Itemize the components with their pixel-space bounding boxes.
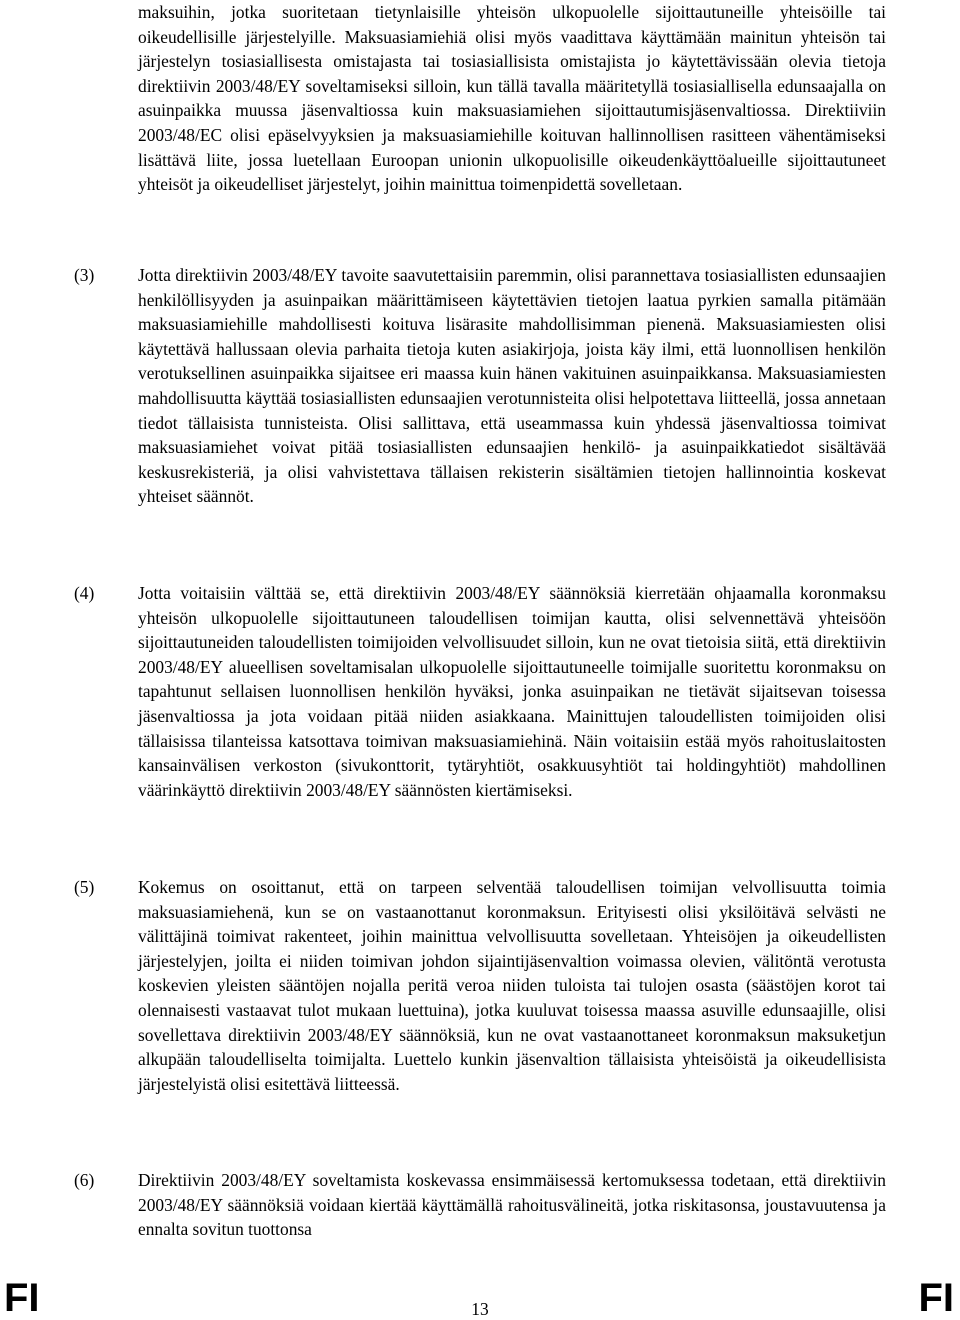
numbered-paragraph-4 [0, 581, 960, 802]
paragraph-text: Jotta direktiivin 2003/48/EY tavoite saavutettaisiin paremmin, olisi parannettava tosiasiallisten edunsaajien henkilöllisyyden ja asuinpaikan määrittämiseen käytettävien tietojen laatua pyrkien samalla pitämään maksuasiamiehille mahdollisesti koituva lisärasite mahdollisimman pienenä. Maksuasiamiesten olisi käytettävä hallussaan olevia parhaita tietoja kuten asiakirjoja, joista käy ilmi, että luonnollisen henkilön verotuksellinen asuinpaikka sijaitsee eri maassa kuin hänen vakituinen asuinpaikkansa. Maksuasiamiesten mahdollisuutta käyttää tosiasiallisten edunsaajien verotunnisteita olisi helpotettava liitteellä, jossa annetaan tiedot tällaisista tunnisteista. Olisi sallittava, että useammassa kuin yhdessä jäsenvaltiossa toimivat maksuasiamiehet voivat pitää tosiasiallisten edunsaajien henkilö- ja asuinpaikkatiedot sisältävää keskusrekisteriä, ja olisi vahvistettava tällaisen rekisterin sisältämien tietojen hallinnointia koskevat yhteiset säännöt. [138, 265, 886, 507]
paragraph-number: (4) [74, 583, 95, 603]
numbered-paragraph-6 [0, 1168, 960, 1242]
numbered-paragraph-5 [0, 875, 960, 1096]
paragraph-intro: maksuihin, jotka suoritetaan tietynlaisille yhteisön ulkopuolelle sijoittautuneille yhteisöille tai oikeudellisille järjestelyille. Maksuasiamiehiä olisi myös vaadittava käyttämään mainitun yhteisön tai järjestelyn tosiasiallisesta omistajasta tai tosiasiallisista omistajista jo käytettävissään olevia tietoja direktiivin 2003/48/EY soveltamiseksi silloin, kun tällä tavalla määritetyllä tosiasiallisella edunsaajalla on asuinpaikka muussa jäsenvaltiossa kuin maksuasiamiehen sijoittautumisjäsenvaltiossa. Direktiiviin 2003/48/EC olisi epäselvyyksien ja maksuasiamiehille koituvan hallinnollisen rasitteen vähentämiseksi lisättävä liite, jossa luetellaan Euroopan unionin ulkopuolisille oikeudenkäyttöalueille sijoittautuneet yhteisöt ja oikeudelliset järjestelyt, joihin mainittua toimenpidettä sovelletaan. [138, 2, 886, 195]
paragraph-number: (5) [74, 877, 95, 897]
paragraph-number: (3) [74, 265, 95, 285]
paragraph-text: Kokemus on osoittanut, että on tarpeen selventää taloudellisen toimijan velvollisuutta toimia maksuasiamiehenä, kun se on vastaanottanut koronmaksun. Erityisesti olisi yksilöitävä selvästi ne välittäjinä toimivat rakenteet, joihin mainittua velvollisuutta sovelletaan. Yhteisöjen ja oikeudellisten järjestelyjen, joilta ei niiden toimivan johdon sijaintijäsenvaltion voimassa olevien, välitöntä verotusta koskevien yleisten sääntöjen nojalla peritä veroa niiden tuloista tai tulojen osasta (säästöjen korot tai olennaisesti vastaavat tulot mukaan luettuina), jotka kuuluvat toisessa maassa asuville edunsaajille, olisi sovellettava direktiivin 2003/48/EY säännöksiä, kun ne ovat vastaanottaneet koronmaksun maksuketjun alkupään taloudelliselta toimijalta. Luettelo kunkin jäsenvaltion tällaisista yhteisöistä ja oikeudellisista järjestelyistä olisi esitettävä liitteessä. [138, 877, 886, 1094]
footer-language-label-left: FI [4, 1276, 40, 1320]
numbered-paragraph-3 [0, 263, 960, 509]
page-number: 13 [471, 1299, 489, 1319]
footer-language-label-right: FI [918, 1276, 954, 1320]
paragraph-number: (6) [74, 1170, 95, 1190]
paragraph-text: Jotta voitaisiin välttää se, että direktiivin 2003/48/EY säännöksiä kierretään ohjaamalla koronmaksu yhteisön ulkopuolelle sijoittautuneen taloudellisen toimijan kautta, olisi selvennettävä yhteisöön sijoittautuneiden taloudellisten toimijoiden velvollisuudet silloin, kun ne ovat tietoisia siitä, että direktiivin 2003/48/EY alueellisen soveltamisalan ulkopuolelle sijoittautuneelle toimijalle suoritettu koronmaksu on tapahtunut sellaisen luonnollisen henkilön hyväksi, jonka asuinpaikan ne tietävät sijaitsevan toisessa jäsenvaltiossa ja jota voidaan pitää niiden asiakkaana. Mainittujen taloudellisten toimijoiden olisi tällaisissa tilanteissa katsottava toimivan maksuasiamiehinä. Näin voitaisiin estää myös rahoituslaitosten kansainvälisen verkoston (sivukonttorit, tytäryhtiöt, osakkuusyhtiöt tai holdingyhtiöt) mahdollinen väärinkäyttö direktiivin 2003/48/EY säännösten kiertämiseksi. [138, 583, 886, 800]
paragraph-text: Direktiivin 2003/48/EY soveltamista koskevassa ensimmäisessä kertomuksessa todetaan, että direktiivin 2003/48/EY säännöksiä voidaan kiertää käyttämällä rahoitusvälineitä, jotka riskitasonsa, joustavuutensa ja ennalta sovitun tuottonsa [138, 1170, 886, 1240]
